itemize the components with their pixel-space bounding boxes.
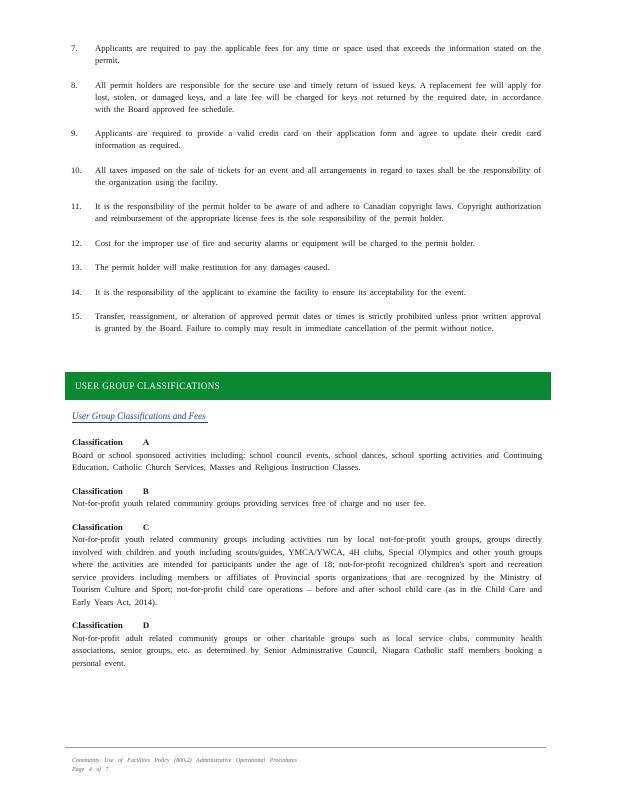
list-item bbox=[71, 237, 541, 249]
classification-description: Not-for-profit youth related community groups including activities run by local not-for-profit youth groups, groups directly involved with children and youth including scouts/guides, YMCA/YWCA, 4H clubs, Special Olympics and other youth groups where the activities are intended for participants under the age of 18; not-for-profit recognized children's sport and recreation service providers including members or affiliates of Provincial sports organizations that are recognized by the Ministry of Tourism Culture and Sport; not-for-profit child care operations – before and after school child care (as in the Child Care and Early Years Act, 2014). bbox=[72, 534, 542, 607]
list-item bbox=[71, 286, 541, 298]
page-footer bbox=[72, 757, 297, 775]
classification-d bbox=[72, 619, 542, 669]
item-text: All permit holders are responsible for the secure use and timely return of issued keys. A replacement fee will apply for lost, stolen, or damaged keys, and a late fee will be charged for keys not returned by the required date, in accordance with the Board approved fee schedule. bbox=[95, 79, 541, 114]
item-number: 8. bbox=[71, 79, 78, 90]
list-item bbox=[71, 127, 541, 151]
item-text: Cost for the improper use of fire and security alarms or equipment will be charged to the permit holder. bbox=[95, 237, 475, 248]
classification-heading bbox=[72, 619, 542, 632]
item-number: 14. bbox=[71, 286, 82, 297]
item-text: It is the responsibility of the permit holder to be aware of and adhere to Canadian copyright laws. Copyright authorization and reimbursement of the appropriate license fees is the sole responsibility of the permit holder. bbox=[95, 201, 541, 223]
classification-a bbox=[72, 436, 542, 474]
footer-divider bbox=[65, 747, 546, 748]
item-text: Transfer, reassignment, or alteration of approved permit dates or times is strictly prohibited unless prior written approval is granted by the Board. Failure to comply may result in immediate cancellation of the permit without notice. bbox=[95, 311, 541, 333]
classification-letter: A bbox=[142, 437, 150, 447]
classifications-fees-link[interactable]: User Group Classifications and Fees bbox=[72, 411, 206, 421]
item-number: 15. bbox=[71, 311, 82, 321]
section-banner bbox=[65, 372, 551, 400]
item-number: 10. bbox=[71, 164, 82, 175]
classification-heading bbox=[72, 436, 542, 449]
list-item bbox=[71, 164, 541, 188]
classification-letter: C bbox=[142, 521, 150, 532]
item-number: 11. bbox=[71, 201, 82, 211]
item-text: All taxes imposed on the sale of tickets for an event and all arrangements in regard to taxes shall be the responsibility of the organization using the facility. bbox=[95, 164, 541, 187]
classification-letter: B bbox=[142, 485, 149, 496]
list-item bbox=[71, 200, 541, 224]
list-item bbox=[71, 310, 541, 334]
classification-c bbox=[72, 521, 542, 609]
item-number: 12. bbox=[71, 237, 82, 248]
classification-description: Not-for-profit adult related community groups or other charitable groups such as local service clubs, community health associations, senior groups, etc. as determined by Senior Administrative Council, Niagara Catholic staff members booking a personal event. bbox=[72, 632, 542, 668]
classification-label: Classification bbox=[72, 521, 123, 532]
item-number: 7. bbox=[71, 43, 78, 53]
footer-page-number: Page 4 of 7 bbox=[72, 767, 109, 773]
classification-b bbox=[72, 485, 542, 510]
item-text: Applicants are required to provide a valid credit card on their application form and agree to update their credit card information as required. bbox=[95, 128, 541, 150]
item-number: 13. bbox=[71, 262, 82, 272]
classification-label: Classification bbox=[72, 620, 123, 630]
classification-heading bbox=[72, 521, 542, 534]
footer-document-title: Community Use of Facilities Policy (800.2) Administrative Operational Procedures bbox=[72, 758, 297, 764]
item-text: The permit holder will make restitution for any damages caused. bbox=[95, 262, 330, 272]
classification-label: Classification bbox=[72, 437, 123, 447]
item-text: It is the responsibility of the applicant to examine the facility to ensure its acceptability for the event. bbox=[95, 286, 466, 297]
list-item bbox=[71, 79, 541, 115]
list-item bbox=[71, 261, 541, 273]
classification-description: Board or school sponsored activities including: school council events, school dances, school sporting activities and Continuing Education, Catholic Church Services, Masses and Religious Instruction Classes. bbox=[72, 449, 542, 472]
list-item bbox=[71, 42, 541, 66]
classifications-list bbox=[72, 436, 542, 680]
classification-heading bbox=[72, 485, 542, 498]
item-number: 9. bbox=[71, 128, 78, 138]
classification-label: Classification bbox=[72, 485, 123, 496]
section-banner-title: USER GROUP CLASSIFICATIONS bbox=[75, 381, 221, 391]
item-text: Applicants are required to pay the applicable fees for any time or space used that exceeds the information stated on the permit. bbox=[95, 43, 541, 65]
permit-conditions-list bbox=[71, 42, 541, 347]
classification-description: Not-for-profit youth related community groups providing services free of charge and no user fee. bbox=[72, 498, 427, 508]
classification-letter: D bbox=[142, 620, 150, 630]
